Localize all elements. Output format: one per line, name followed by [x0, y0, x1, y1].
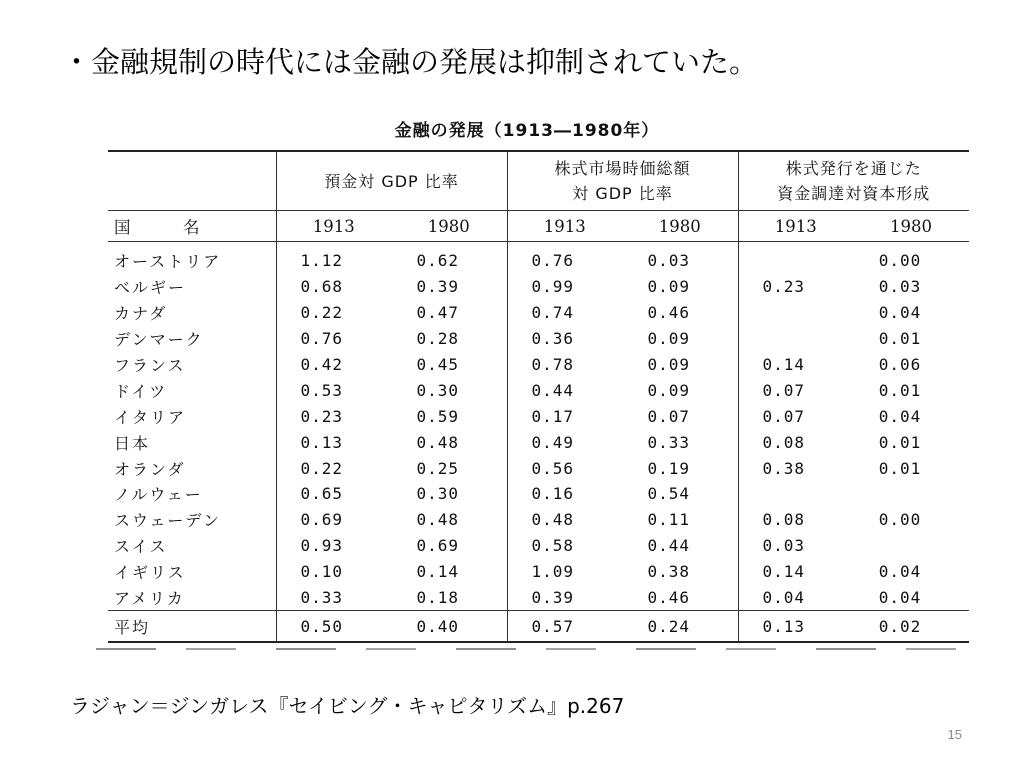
average-value: 0.24	[622, 611, 738, 643]
country-name: ノルウェー	[108, 481, 276, 507]
country-name: イタリア	[108, 403, 276, 429]
value-cell: 0.78	[531, 355, 575, 374]
table-row	[108, 455, 969, 481]
table-caption: 金融の発展（1913―1980年）	[394, 121, 660, 141]
value-cell: 0.76	[300, 329, 344, 349]
country-name: カナダ	[108, 300, 276, 326]
year-header: 1913	[276, 211, 391, 242]
value-cell: 0.09	[622, 326, 738, 352]
value-cell: 0.42	[300, 355, 344, 374]
value-cell	[853, 481, 969, 507]
country-name: ドイツ	[108, 377, 276, 403]
value-cell: 0.04	[878, 303, 922, 323]
average-value: 0.57	[507, 611, 622, 643]
value-cell: 0.08	[762, 510, 806, 530]
value-cell: 0.14	[391, 559, 507, 585]
country-name: スウェーデン	[108, 507, 276, 533]
country-name: ベルギー	[108, 274, 276, 300]
value-cell: 0.54	[622, 481, 738, 507]
value-cell: 0.56	[531, 458, 575, 478]
value-cell: 0.44	[531, 380, 575, 400]
year-header: 1980	[622, 211, 738, 242]
value-cell: 0.93	[300, 536, 344, 556]
value-cell: 0.76	[531, 251, 575, 271]
value-cell: 0.04	[762, 588, 806, 608]
value-cell: 0.48	[391, 429, 507, 455]
value-cell: 0.14	[762, 355, 806, 374]
average-label: 平均	[108, 611, 276, 643]
table-row	[108, 300, 969, 326]
finance-table	[108, 150, 969, 643]
group-header-deposits	[276, 151, 507, 211]
value-cell: 0.01	[878, 329, 922, 349]
value-cell: 0.30	[391, 481, 507, 507]
country-name: スイス	[108, 533, 276, 559]
year-header-row	[108, 211, 969, 242]
value-cell: 0.69	[391, 533, 507, 559]
value-cell: 0.49	[531, 432, 575, 452]
value-cell: 0.16	[531, 484, 575, 504]
value-cell: 1.09	[531, 562, 575, 582]
page-number: 15	[947, 727, 962, 742]
year-header: 1980	[391, 211, 507, 242]
value-cell: 0.01	[878, 458, 922, 478]
average-value: 0.40	[391, 611, 507, 643]
value-cell: 0.65	[300, 484, 344, 504]
value-cell: 0.03	[762, 536, 806, 556]
value-cell: 0.03	[622, 242, 738, 274]
value-cell	[738, 326, 853, 352]
value-cell	[738, 300, 853, 326]
value-cell: 0.62	[391, 242, 507, 274]
value-cell: 0.22	[300, 303, 344, 323]
value-cell: 0.09	[622, 352, 738, 378]
value-cell: 0.22	[300, 458, 344, 478]
value-cell: 0.11	[622, 507, 738, 533]
value-cell: 0.14	[762, 562, 806, 582]
value-cell: 0.38	[622, 559, 738, 585]
table-row	[108, 274, 969, 300]
table-row	[108, 507, 969, 533]
value-cell: 0.47	[391, 300, 507, 326]
country-name: アメリカ	[108, 585, 276, 611]
group-header-equity-issuance	[738, 151, 969, 211]
value-cell: 0.07	[762, 380, 806, 400]
value-cell: 0.48	[391, 507, 507, 533]
table-row	[108, 352, 969, 378]
table-body	[108, 242, 969, 611]
value-cell: 0.23	[300, 406, 344, 426]
value-cell: 0.00	[878, 510, 922, 530]
value-cell: 1.12	[300, 251, 344, 271]
value-cell: 0.01	[878, 432, 922, 452]
country-name: イギリス	[108, 559, 276, 585]
average-value: 0.13	[738, 611, 853, 643]
value-cell: 0.39	[531, 588, 575, 608]
year-header: 1913	[738, 211, 853, 242]
value-cell: 0.09	[622, 274, 738, 300]
value-cell: 0.18	[391, 585, 507, 611]
value-cell: 0.07	[762, 406, 806, 426]
average-value: 0.02	[853, 611, 969, 643]
value-cell: 0.04	[878, 562, 922, 582]
table-row	[108, 377, 969, 403]
value-cell: 0.46	[622, 300, 738, 326]
value-cell: 0.10	[300, 562, 344, 582]
value-cell: 0.25	[391, 455, 507, 481]
country-name: 日本	[108, 429, 276, 455]
value-cell: 0.06	[878, 355, 922, 374]
value-cell: 0.59	[391, 403, 507, 429]
group-header-line: 対 GDP 比率	[572, 184, 673, 203]
value-cell: 0.99	[531, 277, 575, 297]
table-row	[108, 429, 969, 455]
value-cell: 0.68	[300, 277, 344, 297]
year-header: 1980	[853, 211, 969, 242]
value-cell: 0.30	[391, 377, 507, 403]
value-cell: 0.09	[622, 377, 738, 403]
table-row	[108, 403, 969, 429]
table-row	[108, 585, 969, 611]
value-cell: 0.04	[878, 588, 922, 608]
year-header: 1913	[507, 211, 622, 242]
group-header-line: 株式市場時価総額	[554, 159, 691, 178]
scan-bottom-edge	[96, 648, 958, 650]
average-value: 0.50	[276, 611, 391, 643]
table-row	[108, 481, 969, 507]
source-citation: ラジャン＝ジンガレス『セイビング・キャピタリズム』p.267	[70, 694, 625, 718]
table-row	[108, 326, 969, 352]
group-header-market-cap	[507, 151, 738, 211]
value-cell	[738, 242, 853, 274]
value-cell: 0.36	[531, 329, 575, 349]
value-cell: 0.17	[531, 406, 575, 426]
value-cell: 0.48	[531, 510, 575, 530]
scanned-table-image	[96, 108, 958, 660]
country-name: オランダ	[108, 455, 276, 481]
country-name: オーストリア	[108, 242, 276, 274]
value-cell: 0.28	[391, 326, 507, 352]
group-header-line: 株式発行を通じた	[785, 159, 922, 178]
group-header-line: 資金調達対資本形成	[777, 184, 931, 203]
value-cell: 0.38	[762, 458, 806, 478]
slide-title: ・金融規制の時代には金融の発展は抑制されていた。	[62, 45, 759, 79]
value-cell: 0.74	[531, 303, 575, 323]
value-cell: 0.46	[622, 585, 738, 611]
value-cell: 0.13	[300, 432, 344, 452]
value-cell: 0.53	[300, 380, 344, 400]
value-cell: 0.39	[391, 274, 507, 300]
value-cell: 0.01	[878, 380, 922, 400]
value-cell: 0.45	[391, 352, 507, 378]
value-cell: 0.19	[622, 455, 738, 481]
value-cell: 0.07	[622, 403, 738, 429]
value-cell: 0.69	[300, 510, 344, 530]
value-cell: 0.33	[622, 429, 738, 455]
country-name-header: 国 名	[108, 211, 276, 242]
table-row	[108, 242, 969, 274]
group-header-line: 預金対 GDP 比率	[324, 171, 459, 191]
value-cell: 0.08	[762, 432, 806, 452]
value-cell	[738, 481, 853, 507]
value-cell	[853, 533, 969, 559]
country-name: フランス	[108, 352, 276, 378]
header-blank	[108, 151, 276, 211]
country-name: デンマーク	[108, 326, 276, 352]
value-cell: 0.00	[878, 251, 922, 271]
value-cell: 0.44	[622, 533, 738, 559]
value-cell: 0.03	[878, 277, 922, 297]
value-cell: 0.58	[531, 536, 575, 556]
table-row	[108, 533, 969, 559]
group-header-row	[108, 151, 969, 211]
value-cell: 0.04	[878, 406, 922, 426]
value-cell: 0.23	[762, 277, 806, 297]
average-row	[108, 611, 969, 643]
value-cell: 0.33	[300, 588, 344, 608]
table-row	[108, 559, 969, 585]
